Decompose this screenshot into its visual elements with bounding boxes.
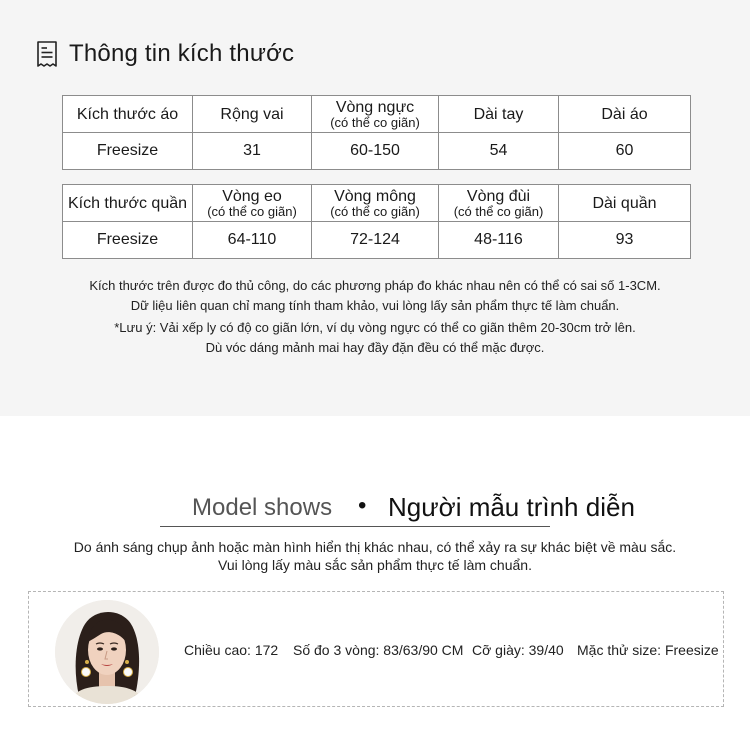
header-cell: Vòng eo (có thể co giãn) (193, 185, 312, 222)
header-cell: Kích thước áo (63, 96, 193, 133)
table-row (63, 133, 691, 170)
model-section-title (160, 490, 635, 527)
model-wearing-size: Mặc thử size: Freesize (577, 642, 719, 658)
table-cell: 93 (559, 222, 691, 259)
note-line: Kích thước trên được đo thủ công, do các phương pháp đo khác nhau nên có thể có sai số 1-3CM. (89, 278, 661, 293)
header-cell: Dài áo (559, 96, 691, 133)
header-cell: Vòng ngực (có thể co giãn) (312, 96, 439, 133)
table-header-row (63, 185, 691, 222)
model-avatar (55, 600, 159, 704)
pants-size-table (62, 184, 691, 259)
note-line: Dù vóc dáng mảnh mai hay đầy đặn đều có thể mặc được. (205, 340, 545, 355)
table-cell: 60 (559, 133, 691, 170)
header-cell: Dài quần (559, 185, 691, 222)
note-line: Vui lòng lấy màu sắc sản phẩm thực tế làm chuẩn. (218, 557, 532, 573)
page-title: Thông tin kích thước (69, 40, 295, 67)
shirt-size-table (62, 95, 691, 170)
table-cell: 60-150 (312, 133, 439, 170)
model-title-en: Model shows (192, 494, 333, 521)
model-info-card (28, 591, 724, 707)
measurement-note (0, 276, 750, 316)
header-cell: Vòng mông (có thể co giãn) (312, 185, 439, 222)
header-cell: Kích thước quần (63, 185, 193, 222)
table-row (63, 222, 691, 259)
model-measurements: Số đo 3 vòng: 83/63/90 CM (293, 642, 464, 658)
header-cell: Dài tay (439, 96, 559, 133)
table-cell: 48-116 (439, 222, 559, 259)
note-line: Do ánh sáng chụp ảnh hoặc màn hình hiển thị khác nhau, có thể xảy ra sự khác biệt về màu sắc. (73, 539, 677, 555)
table-header-row (63, 96, 691, 133)
section-heading (35, 40, 294, 68)
color-disclaimer (0, 538, 750, 574)
table-cell: 31 (193, 133, 312, 170)
table-cell: Freesize (63, 222, 193, 259)
table-cell: 64-110 (193, 222, 312, 259)
receipt-icon (35, 41, 59, 67)
note-line: Dữ liệu liên quan chỉ mang tính tham khảo, vui lòng lấy sản phẩm thực tế làm chuẩn. (130, 298, 620, 313)
header-cell: Vòng đùi (có thể co giãn) (439, 185, 559, 222)
table-cell: 72-124 (312, 222, 439, 259)
model-title-vn: Người mẫu trình diễn (388, 492, 635, 522)
table-cell: Freesize (63, 133, 193, 170)
title-separator-dot: • (358, 492, 367, 519)
header-cell: Rộng vai (193, 96, 312, 133)
fabric-note (0, 318, 750, 358)
note-line: *Lưu ý: Vải xếp ly có độ co giãn lớn, ví dụ vòng ngực có thể co giãn thêm 20-30cm trở lên. (114, 320, 636, 335)
model-shoe-size: Cỡ giày: 39/40 (472, 642, 564, 658)
table-cell: 54 (439, 133, 559, 170)
model-height: Chiều cao: 172 (184, 642, 279, 658)
